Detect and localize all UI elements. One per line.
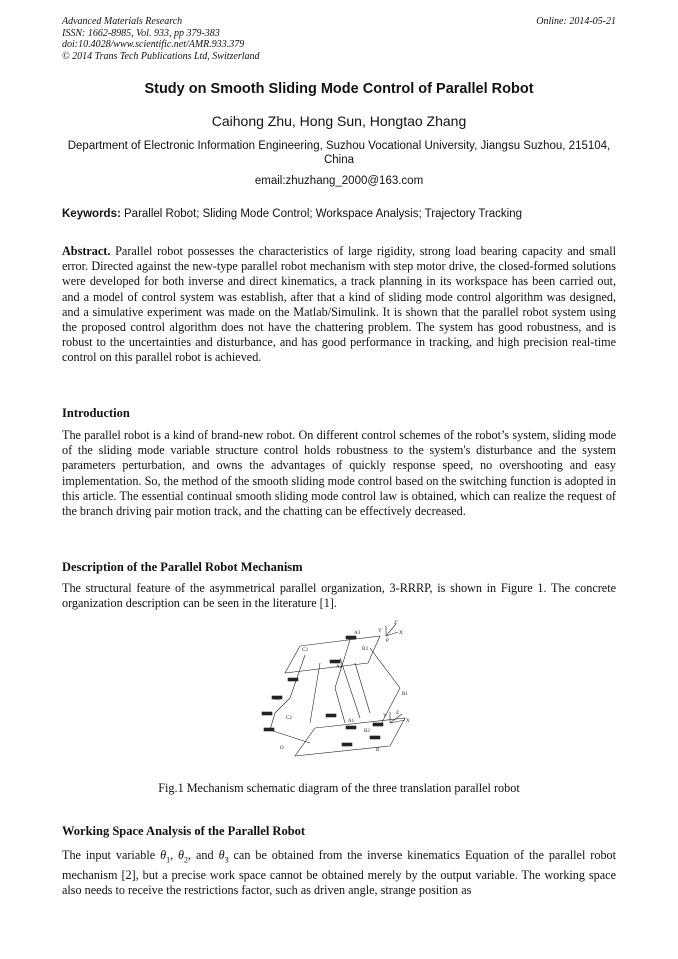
figure-label: Y <box>383 714 387 719</box>
theta-symbol: θ <box>160 848 167 862</box>
joint-marker <box>342 743 352 746</box>
online-date: Online: 2014-05-21 <box>536 16 616 27</box>
section-heading-mechanism: Description of the Parallel Robot Mechanism <box>62 560 303 574</box>
figure-label: A3 <box>354 631 361 636</box>
workspace-text <box>62 848 616 898</box>
author-email: email:zhuzhang_2000@163.com <box>254 175 424 187</box>
section-heading-workspace: Working Space Analysis of the Parallel Robot <box>62 824 306 838</box>
paper-title: Study on Smooth Sliding Mode Control of Parallel Robot <box>144 81 534 97</box>
section-heading-introduction: Introduction <box>62 406 130 420</box>
joint-marker <box>264 728 274 731</box>
figure-label: C3 <box>302 648 308 653</box>
abstract <box>62 244 616 366</box>
theta-symbol: θ <box>218 848 225 862</box>
joint-marker <box>326 714 336 717</box>
separator: , and <box>188 848 214 862</box>
figure-label: B2 <box>364 729 370 734</box>
figure-label: A2 <box>336 665 343 670</box>
figure-label: B <box>376 748 380 753</box>
figure-label: C2 <box>286 716 292 721</box>
figure-label: X' <box>399 631 404 636</box>
workspace-text-start: The input variable <box>62 848 156 862</box>
joint-marker <box>262 712 272 715</box>
theta-subscript: 2 <box>184 855 189 865</box>
copyright-line: © 2014 Trans Tech Publications Ltd, Switzerland <box>62 50 260 62</box>
figure-label: Z' <box>394 621 398 626</box>
mechanism-text: The structural feature of the asymmetrical parallel organization, 3-RRRP, is shown in Figure 1. The concrete organization description can be seen in the literature [1]. <box>62 581 616 611</box>
joint-marker <box>373 723 383 726</box>
workspace-text-end: can be obtained from the inverse kinematics Equation of the parallel robot mechanism [2], but a precise work space cannot be obtained merely by the output variable. The working space also needs to receive the restrictions factor, such as driven angle, strange position as <box>62 848 617 897</box>
upper-platform <box>285 636 380 673</box>
keywords-label: Keywords: <box>62 208 121 220</box>
keywords <box>62 208 616 220</box>
abstract-label: Abstract. <box>62 244 111 258</box>
separator: , <box>170 848 174 862</box>
affiliation: Department of Electronic Information Engineering, Suzhou Vocational University, Jiangsu Suzhou, 215104, China <box>67 140 611 166</box>
theta-subscript: 3 <box>224 855 229 865</box>
doi-line: doi:10.4028/www.scientific.net/AMR.933.379 <box>62 39 245 50</box>
keywords-text: Parallel Robot; Sliding Mode Control; Workspace Analysis; Trajectory Tracking <box>124 208 522 220</box>
figure-caption: Fig.1 Mechanism schematic diagram of the three translation parallel robot <box>158 781 520 795</box>
introduction-text: The parallel robot is a kind of brand-new robot. On different control schemes of the robot’s system, sliding mode of the sliding mode variable structure control holds robustness to the system's disturbance and the system parameters perturbation, and owns the advantages of quickly response speed, no overshooting and easy implementation. So, the method of the smooth sliding mode control based on the switching function is adopted in this article. The essential continual smooth sliding mode control law is obtained, which can realize the request of the branch driving pair motion track, and the chatting can be effectively decreased. <box>62 428 616 519</box>
figure-label: B3 <box>362 647 368 652</box>
figure-label: Z <box>396 711 400 716</box>
joint-marker <box>346 726 356 729</box>
joint-marker <box>330 660 340 663</box>
figure-label: X <box>406 719 410 724</box>
abstract-text: Parallel robot possesses the characteristics of large rigidity, strong load bearing capacity and small error. Directed against the new-type parallel robot mechanism with step motor drive, the closed-formed solutions were developed for both inverse and direct kinematics, a track planning in its workspace has been carried out, and a model of control system was establish, after that a kind of sliding mode control algorithm was designed, and a simulative experiment was made on the Matlab/Simulink. It is shown that the parallel robot system using the proposed control algorithm does not have the chattering problem. The system has good robustness, and is robust to the uncertainties and disturbance, and has good performance in tracking, and high precision real-time control on this parallel robot is achieved. <box>62 244 617 365</box>
figure-label: P <box>386 639 389 644</box>
theta-symbol: θ <box>178 848 185 862</box>
figure-label: B1 <box>402 692 408 697</box>
journal-name: Advanced Materials Research <box>62 16 183 27</box>
joint-marker <box>288 678 298 681</box>
figure-label: Y' <box>378 629 383 634</box>
figure-label: O <box>280 746 284 751</box>
issn-line: ISSN: 1662-8985, Vol. 933, pp 379-383 <box>62 27 220 39</box>
theta-subscript: 1 <box>166 855 171 865</box>
mechanism-diagram <box>250 618 430 770</box>
joint-marker <box>370 736 380 739</box>
journal-header <box>62 16 260 62</box>
joint-marker <box>346 636 356 639</box>
figure-label: C1 <box>274 697 280 702</box>
author-list: Caihong Zhu, Hong Sun, Hongtao Zhang <box>211 113 467 129</box>
figure-label: A1 <box>348 719 355 724</box>
